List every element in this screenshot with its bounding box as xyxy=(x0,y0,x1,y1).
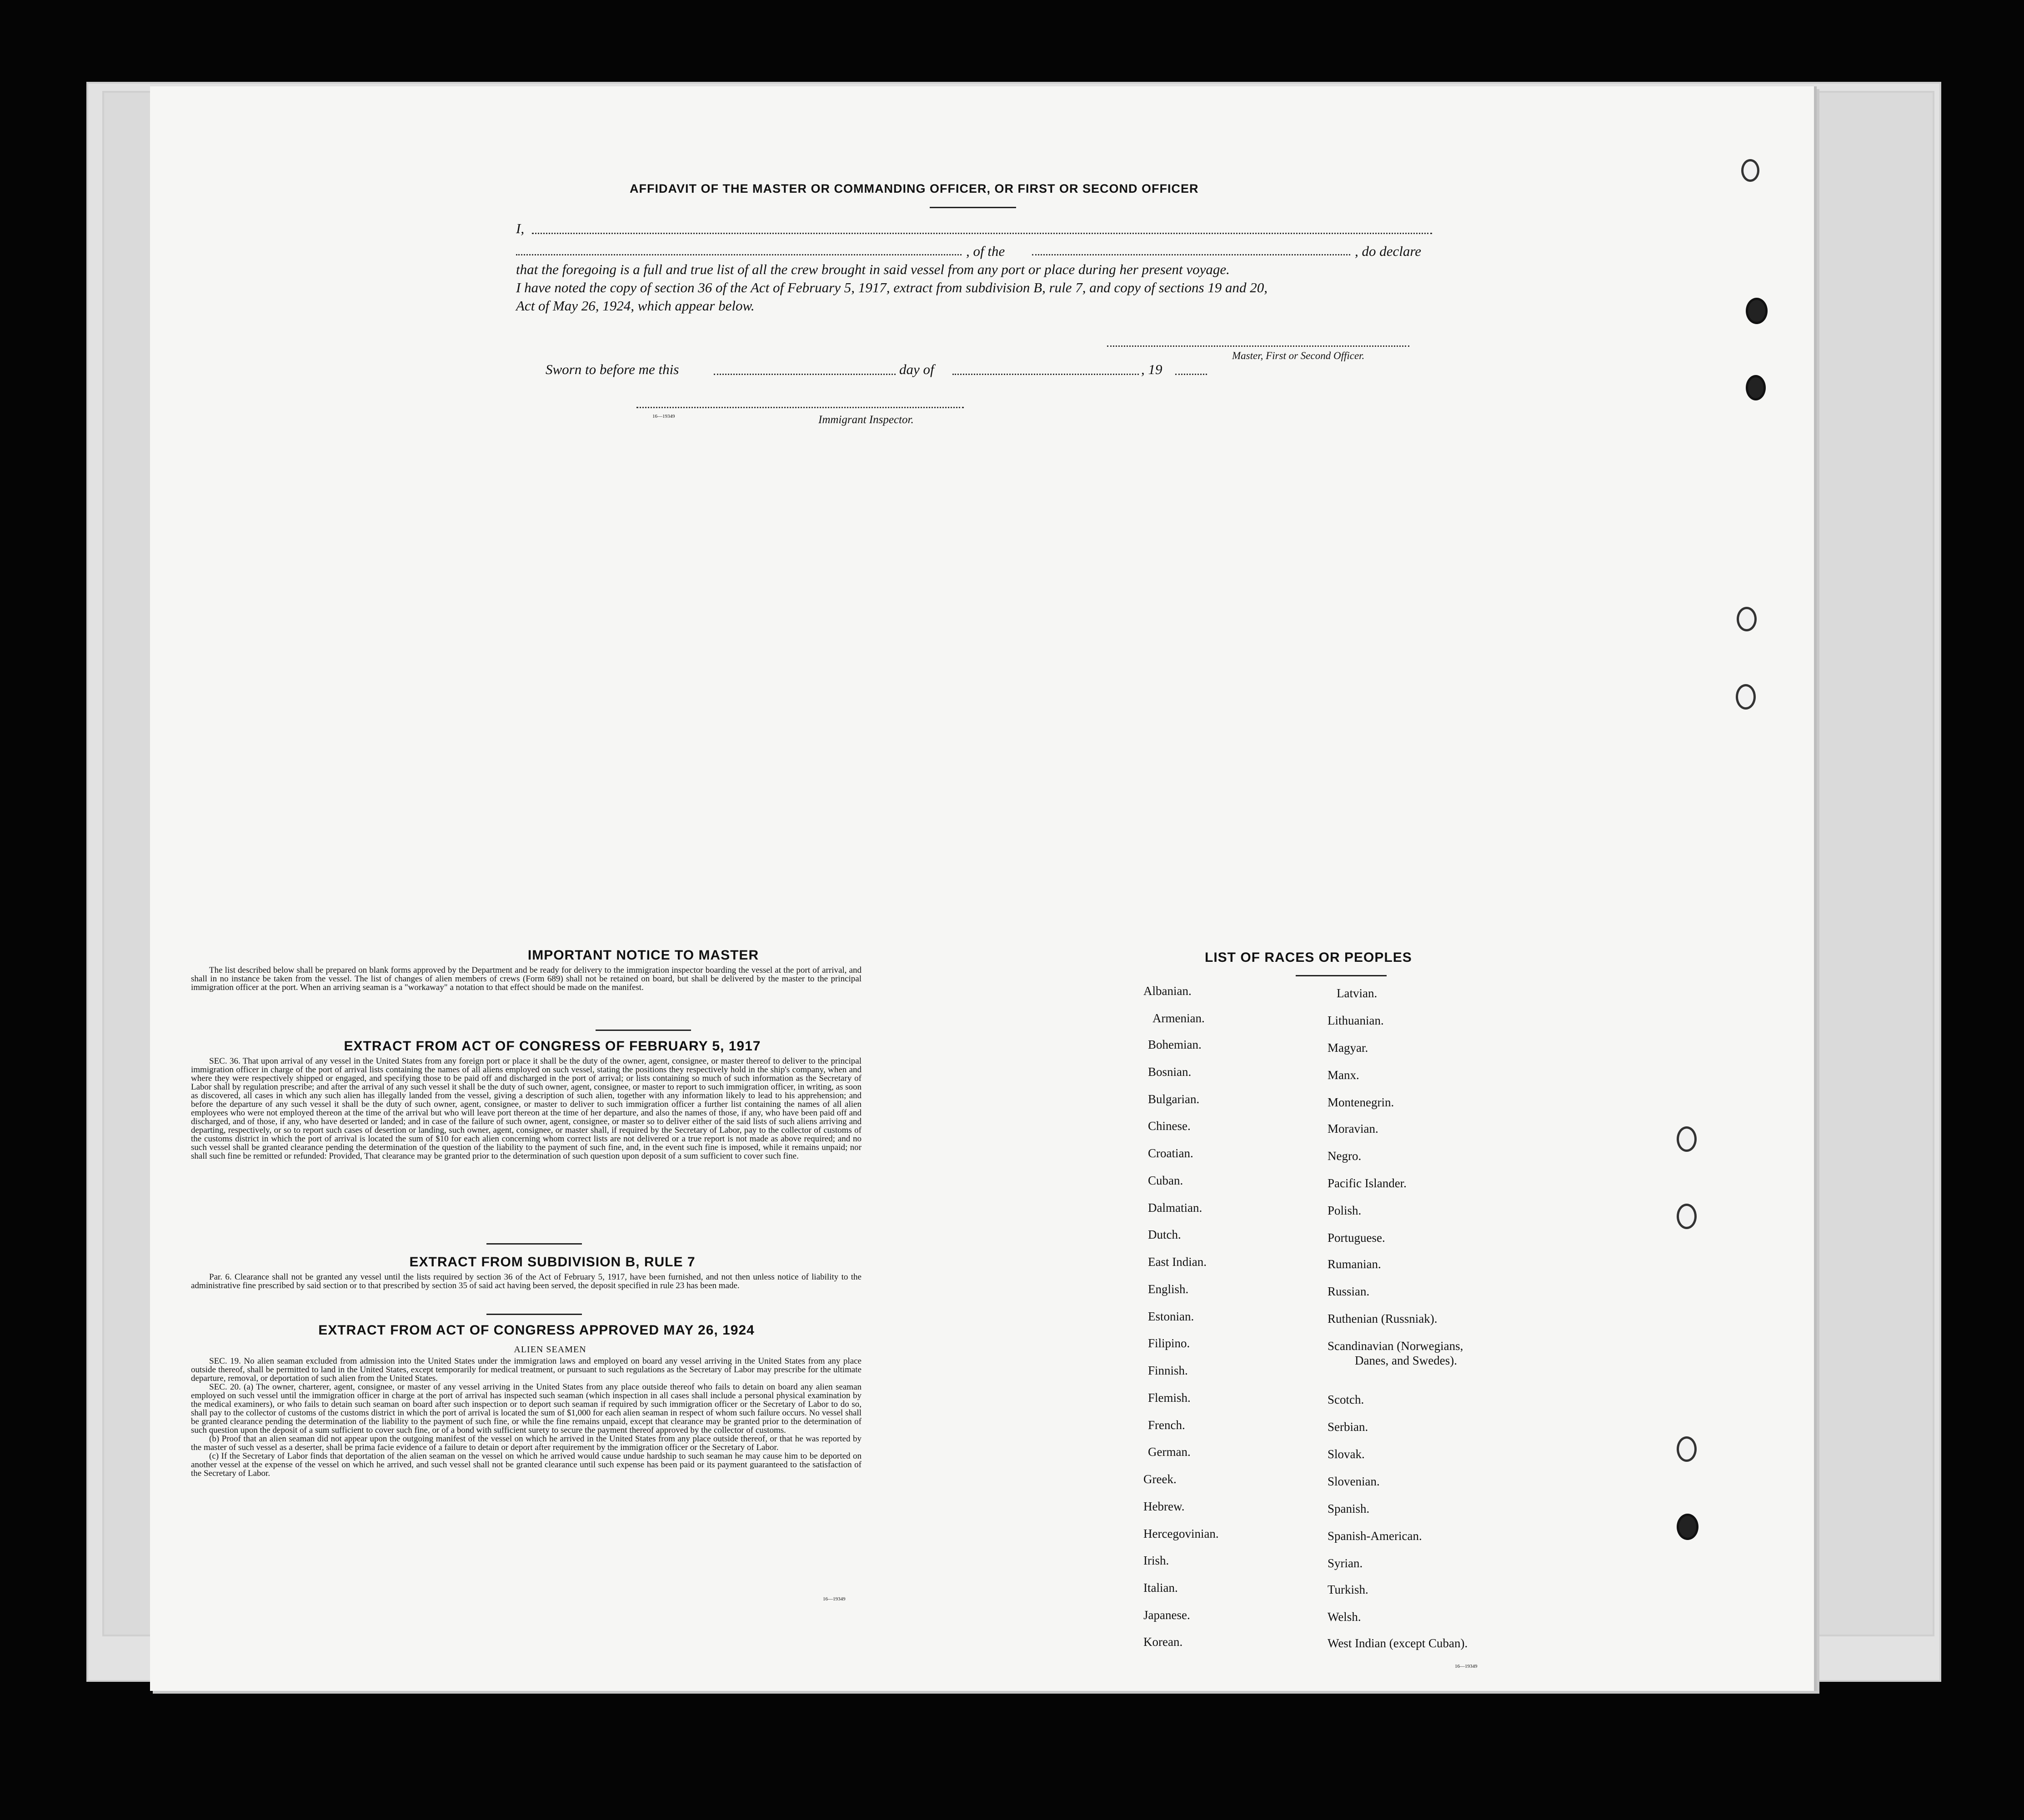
race-item: Armenian. xyxy=(1152,1011,1205,1025)
notice-text xyxy=(191,966,862,1009)
race-item: Bohemian. xyxy=(1148,1038,1202,1051)
race-item: Welsh. xyxy=(1328,1610,1361,1624)
race-item: Scandinavian (Norwegians, xyxy=(1328,1339,1463,1353)
do-declare-label: , do declare xyxy=(1355,243,1422,259)
punch-hole xyxy=(1741,159,1759,182)
title-divider xyxy=(930,207,1016,208)
affidavit-i-label: I, xyxy=(516,220,525,236)
race-item: Spanish. xyxy=(1328,1502,1370,1515)
race-item: Bosnian. xyxy=(1148,1065,1192,1079)
races-left-column xyxy=(1134,984,1307,1649)
races-right-column xyxy=(1323,986,1641,1655)
race-item: German. xyxy=(1148,1445,1191,1459)
race-item: Scotch. xyxy=(1328,1393,1364,1406)
rule-7-paragraph: Par. 6. Clearance shall not be granted any vessel until the lists required by section 36 of the Act of February 5, 1917, have been furnished, and not then unless notice of liability to the administrative fine prescribed by said section or to that prescribed by section 35 of said act having been served, the deposit specified in rule 23 has been made. xyxy=(191,1273,862,1290)
sworn-year-blank xyxy=(1175,374,1207,375)
race-item: Ruthenian (Russniak). xyxy=(1328,1312,1438,1325)
race-item: Polish. xyxy=(1328,1204,1362,1217)
affidavit-title: AFFIDAVIT OF THE MASTER OR COMMANDING OFFICER, OR FIRST OR SECOND OFFICER xyxy=(630,182,1199,195)
act-1917-paragraph: SEC. 36. That upon arrival of any vessel in the United States from any foreign port or place it shall be the duty of the owner, agent, consignee, or master thereof to deliver to the principal immigration officer in charge of the port of arrival lists containing the names of all aliens employed on such vessel, stating the positions they respectively hold in the ship's company, when and where they were respectively shipped or engaged, and specifying those to be paid off and discharged in the port of arrival; or lists containing so much of such information as the Secretary of Labor shall by regulation prescribe; and after the arrival of any such vessel it shall be the duty of such owner, agent, consignee, or master to report to such immigration officer, in writing, as soon as discovered, all cases in which any such alien has illegally landed from the vessel, giving a description of such alien, together with any information likely to lead to his apprehension; and before the departure of any such vessel it shall be the duty of such owner, agent, consignee, or master to deliver to such immigration officer a further list containing the names of all alien employees who were not employed thereon at the time of the arrival but who will leave port thereon at the time of her departure, and also the names of those, if any, who have been paid off and discharged, and of those, if any, who have deserted or landed; and in case of the failure of such owner, agent, consignee, or master so to deliver either of the said lists of such aliens arriving and departing, respectively, or so to report such cases of desertion or landing, such owner, agent, consignee, or master shall, if required by the Secretary of Labor, pay to the collector of customs of the customs district in which the port of arrival is located the sum of $10 for each alien concerning whom correct lists are not delivered or a true report is not made as above required; and no such vessel shall be granted clearance pending the determination of the question of the liability to the payment of such fine, and, in the event such fine is imposed, while it remains unpaid; nor shall such fine be remitted or refunded: Provided, That clearance may be granted prior to the determination of such question upon deposit of a sum sufficient to cover such fine. xyxy=(191,1057,862,1161)
race-item: Dalmatian. xyxy=(1148,1201,1202,1215)
punch-hole xyxy=(1677,1204,1697,1229)
races-title: LIST OF RACES OR PEOPLES xyxy=(1205,950,1412,965)
vessel-blank xyxy=(1032,254,1350,255)
races-divider xyxy=(1296,975,1387,976)
race-item: Bulgarian. xyxy=(1148,1092,1200,1106)
race-item: Korean. xyxy=(1143,1635,1183,1649)
race-item: Irish. xyxy=(1143,1554,1169,1567)
act-1924-text xyxy=(191,1357,862,1552)
race-item: Flemish. xyxy=(1148,1391,1191,1405)
act-1917-divider xyxy=(486,1243,582,1245)
act-1917-text xyxy=(191,1057,862,1234)
race-item: Moravian. xyxy=(1328,1122,1378,1135)
affidavit-line-1 xyxy=(516,243,1743,260)
punch-hole xyxy=(1736,684,1756,710)
manifest-page xyxy=(150,86,1817,1691)
race-item: Turkish. xyxy=(1328,1583,1368,1596)
year-label: , 19 xyxy=(1141,361,1162,377)
race-item: Portuguese. xyxy=(1328,1231,1385,1245)
punch-hole xyxy=(1677,1436,1697,1462)
act-1917-title: EXTRACT FROM ACT OF CONGRESS OF FEBRUARY 5, 1917 xyxy=(344,1039,761,1054)
notice-title: IMPORTANT NOTICE TO MASTER xyxy=(527,948,759,963)
rank-blank xyxy=(516,254,962,255)
of-the-label: , of the xyxy=(966,243,1005,259)
rule-7-text xyxy=(191,1273,862,1300)
affidavit-form-number: 16—19349 xyxy=(652,414,675,419)
punch-hole xyxy=(1737,607,1757,631)
race-item: Pacific Islander. xyxy=(1328,1176,1407,1190)
punch-hole xyxy=(1746,375,1766,400)
act-1924-title: EXTRACT FROM ACT OF CONGRESS APPROVED MAY 26, 1924 xyxy=(318,1323,755,1338)
sworn-day-blank xyxy=(714,374,896,375)
race-item: Italian. xyxy=(1143,1581,1178,1595)
race-item: West Indian (except Cuban). xyxy=(1328,1636,1468,1650)
race-item: English. xyxy=(1148,1282,1189,1296)
race-item: Hercegovinian. xyxy=(1143,1527,1219,1540)
race-item: Estonian. xyxy=(1148,1310,1194,1323)
punch-hole xyxy=(1677,1126,1697,1152)
rule-7-divider xyxy=(486,1314,582,1315)
affidavit-line-4: Act of May 26, 1924, which appear below. xyxy=(516,298,755,314)
race-item: East Indian. xyxy=(1148,1255,1207,1269)
act-1924-form-number: 16—19349 xyxy=(823,1596,846,1602)
notice-paragraph: The list described below shall be prepared on blank forms approved by the Department and be ready for delivery to the immigration inspector boarding the vessel at the port of arrival, and shall in no instance be taken from the vessel. The list of changes of alien members of crews (Form 689) shall not be retained on board, but shall be delivered by the master to the principal immigration officer at the port. When an arriving seaman is a "workaway" a notation to that effect should be made on the manifest. xyxy=(191,966,862,992)
act-1924-sec-20b: (b) Proof that an alien seaman did not appear upon the outgoing manifest of the vessel on which he arrived in the United States from any place outside thereof, or that he was reported by the master of such vessel as a deserter, shall be prima facie evidence of a failure to detain or deport after requirement by the immigration officer or the Secretary of Labor. xyxy=(191,1434,862,1452)
inspector-signature-line xyxy=(636,407,964,408)
race-item-continued: Danes, and Swedes). xyxy=(1355,1354,1457,1367)
master-signature-line xyxy=(1107,345,1409,347)
race-item: Negro. xyxy=(1328,1149,1362,1163)
race-item: Manx. xyxy=(1328,1068,1359,1082)
act-1924-sec-19: SEC. 19. No alien seaman excluded from admission into the United States under the immigration laws and employed on board any vessel arriving in the United States from any place outside thereof, shall be permitted to land in the United States, except temporarily for medical treatment, or pursuant to such regulations as the Secretary of Labor may prescribe for the ultimate departure, removal, or deportation of such alien from the United States. xyxy=(191,1357,862,1383)
notice-divider xyxy=(596,1030,691,1031)
race-item: Spanish-American. xyxy=(1328,1529,1422,1543)
name-blank xyxy=(532,233,1432,234)
race-item: Dutch. xyxy=(1148,1228,1181,1241)
race-item: Japanese. xyxy=(1143,1608,1190,1622)
race-item: Chinese. xyxy=(1148,1119,1191,1133)
race-item: Syrian. xyxy=(1328,1556,1363,1570)
punch-hole xyxy=(1677,1514,1698,1540)
race-item: Croatian. xyxy=(1148,1146,1193,1160)
act-1924-subtitle: ALIEN SEAMEN xyxy=(514,1345,586,1355)
races-form-number: 16—19349 xyxy=(1455,1664,1478,1669)
race-item: Lithuanian. xyxy=(1328,1014,1384,1027)
affidavit-line-3: I have noted the copy of section 36 of the Act of February 5, 1917, extract from subdivision B, rule 7, and copy of sections 19 and 20, xyxy=(516,280,1268,295)
race-item: Greek. xyxy=(1143,1472,1177,1486)
rule-7-title: EXTRACT FROM SUBDIVISION B, RULE 7 xyxy=(409,1255,696,1270)
race-item: Russian. xyxy=(1328,1285,1370,1298)
race-item: Rumanian. xyxy=(1328,1257,1381,1271)
act-1924-sec-20a: SEC. 20. (a) The owner, charterer, agent, consignee, or master of any vessel arriving in the United States from any place outside thereof who fails to detain on board any alien seaman employed on such vessel until the immigration officer in charge at the port of arrival has inspected such seaman (which inspection in all cases shall include a personal physical examination by the medical examiners), or who fails to detain such seaman on board after such inspection or to deport such seaman if required by such immigration officer or the Secretary of Labor to do so, shall pay to the collector of customs of the customs district in which the port of arrival is located the sum of $1,000 for each alien seaman in respect of whom such failure occurs. No vessel shall be granted clearance pending the determination of the liability to the payment of such fine, or while the fine remains unpaid, except that clearance may be granted prior to the determination of such question upon the deposit of a sum sufficient to cover such fine, or of a bond with sufficient surety to secure the payment thereof approved by the collector of customs. xyxy=(191,1382,862,1435)
race-item: Slovak. xyxy=(1328,1447,1365,1461)
sworn-month-blank xyxy=(952,374,1139,375)
race-item: French. xyxy=(1148,1418,1185,1432)
race-item: Magyar. xyxy=(1328,1041,1368,1055)
day-of-label: day of xyxy=(899,361,934,377)
race-item: Slovenian. xyxy=(1328,1475,1380,1488)
race-item: Albanian. xyxy=(1143,984,1192,998)
race-item: Finnish. xyxy=(1148,1364,1188,1377)
race-item: Filipino. xyxy=(1148,1336,1190,1350)
master-signature-label: Master, First or Second Officer. xyxy=(1232,350,1365,361)
race-item: Serbian. xyxy=(1328,1420,1368,1434)
punch-hole xyxy=(1746,298,1768,324)
inspector-label: Immigrant Inspector. xyxy=(818,414,914,426)
race-item: Montenegrin. xyxy=(1328,1095,1394,1109)
race-item: Cuban. xyxy=(1148,1174,1183,1187)
race-item: Latvian. xyxy=(1337,986,1378,1000)
sworn-label: Sworn to before me this xyxy=(546,361,679,377)
race-item: Hebrew. xyxy=(1143,1500,1185,1513)
affidavit-line-2: that the foregoing is a full and true list of all the crew brought in said vessel from any port or place during her present voyage. xyxy=(516,261,1230,277)
act-1924-sec-20c: (c) If the Secretary of Labor finds that deportation of the alien seaman on the vessel on which he arrived would cause undue hardship to such seaman he may cause him to be deported on another vessel at the expense of the vessel on which he arrived, and such vessel shall not be granted clearance until such expense has been paid or its payment guaranteed to the satisfaction of the Secretary of Labor. xyxy=(191,1451,862,1478)
